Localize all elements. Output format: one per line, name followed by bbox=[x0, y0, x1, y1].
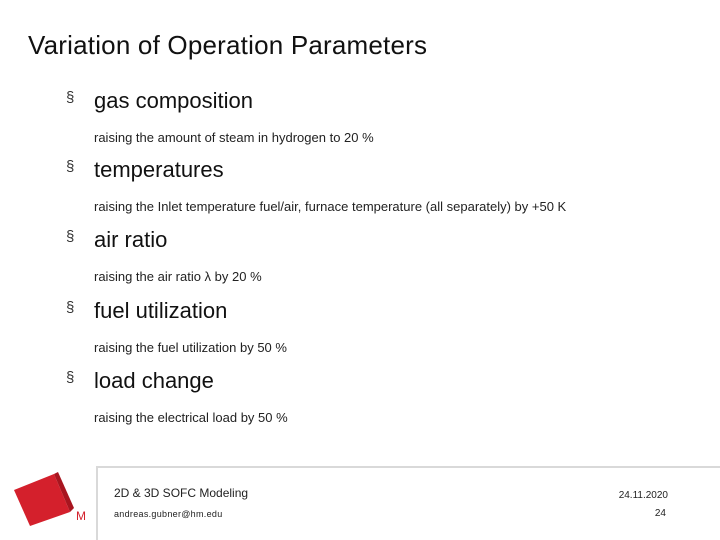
bullet-icon: § bbox=[66, 228, 75, 245]
item-heading: load change bbox=[94, 368, 214, 393]
item-heading: air ratio bbox=[94, 227, 168, 252]
logo-letter: M bbox=[76, 509, 86, 523]
bullet-icon: § bbox=[66, 158, 75, 175]
slide-title: Variation of Operation Parameters bbox=[28, 30, 428, 60]
hm-logo-icon bbox=[10, 468, 90, 528]
item-description: raising the electrical load by 50 % bbox=[94, 410, 288, 425]
bullet-icon: § bbox=[66, 369, 75, 386]
item-heading: temperatures bbox=[94, 157, 224, 182]
bullet-icon: § bbox=[66, 89, 75, 106]
item-description: raising the Inlet temperature fuel/air, furnace temperature (all separately) by +50 K bbox=[94, 199, 567, 214]
author-email: andreas.gubner@hm.edu bbox=[114, 509, 223, 519]
item-heading: fuel utilization bbox=[94, 298, 228, 323]
slide-date: 24.11.2020 bbox=[618, 490, 668, 501]
footer-divider-horizontal bbox=[96, 466, 720, 468]
bullet-icon: § bbox=[66, 299, 75, 316]
item-description: raising the air ratio λ by 20 % bbox=[94, 269, 262, 284]
item-description: raising the amount of steam in hydrogen to 20 % bbox=[94, 130, 374, 145]
page-number: 24 bbox=[654, 508, 666, 519]
item-description: raising the fuel utilization by 50 % bbox=[94, 340, 287, 355]
footer-divider-vertical bbox=[96, 466, 98, 540]
presentation-title: 2D & 3D SOFC Modeling bbox=[114, 486, 249, 500]
item-heading: gas composition bbox=[94, 88, 253, 113]
